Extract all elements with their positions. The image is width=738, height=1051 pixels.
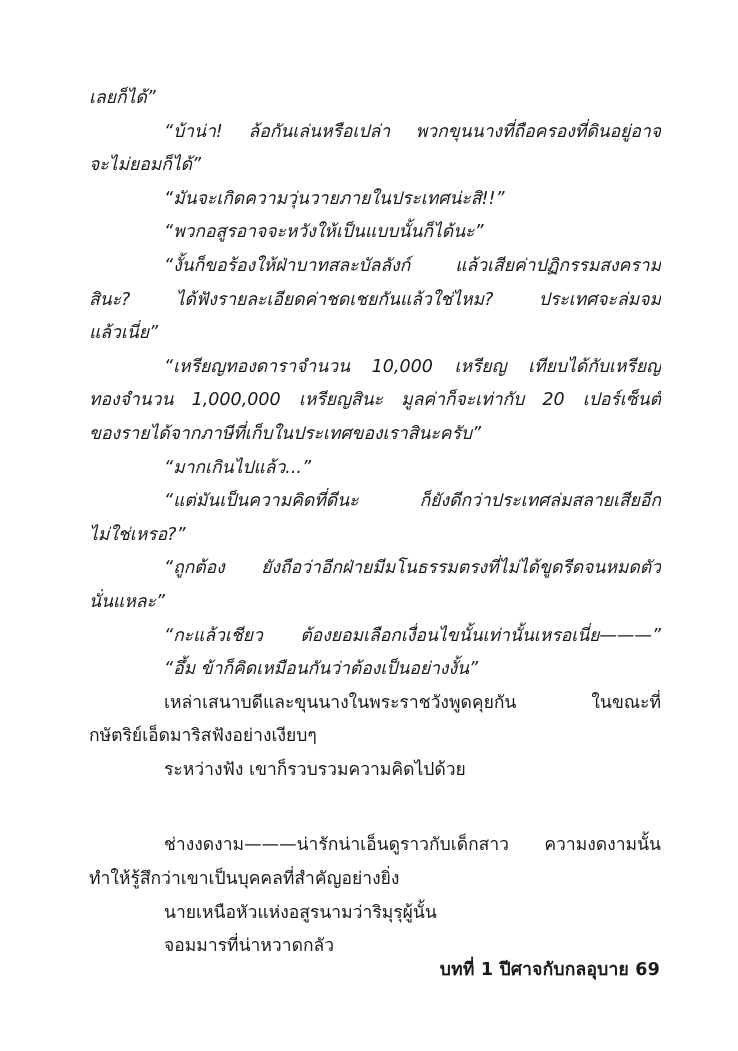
text-line: ช่างงดงาม———น่ารักน่าเอ็นดูราวกับเด็กสาว ความงดงามนั้น bbox=[164, 835, 661, 856]
text-line: กษัตริย์เอ็ดมาริสฟังอย่างเงียบๆ bbox=[89, 726, 317, 747]
text-line: ระหว่างฟัง เขาก็รวบรวมความคิดไปด้วย bbox=[164, 759, 466, 780]
text-line: “ถูกต้อง ยังถือว่าอีกฝ่ายมีมโนธรรมตรงที่ไม่ได้ขูดรีดจนหมดตัว bbox=[164, 558, 661, 579]
text-line: “กะแล้วเชียว ต้องยอมเลือกเงื่อนไขนั้นเท่านั้นเหรอเนี่ย———” bbox=[164, 625, 661, 646]
text-line: “มันจะเกิดความวุ่นวายภายในประเทศน่ะสิ!!” bbox=[164, 188, 505, 209]
text-line: ทองจำนวน 1,000,000 เหรียญสินะ มูลค่าก็จะเท่ากับ 20 เปอร์เซ็นต์ bbox=[89, 390, 661, 411]
text-line: ทำให้รู้สึกว่าเขาเป็นบุคคลที่สำคัญอย่างยิ่ง bbox=[89, 869, 400, 890]
text-line: “มากเกินไปแล้ว...” bbox=[164, 457, 312, 478]
text-line: เหล่าเสนาบดีและขุนนางในพระราชวังพูดคุยกัน ในขณะที่ bbox=[164, 692, 661, 713]
text-line: นายเหนือหัวแห่งอสูรนามว่าริมุรุผู้นั้น bbox=[164, 902, 437, 923]
text-line: เลยก็ได้” bbox=[89, 88, 156, 108]
text-line: สินะ? ได้ฟังรายละเอียดค่าชดเชยกันแล้วใช่ไหม? ประเทศจะล่มจม bbox=[89, 289, 661, 310]
text-line: “งั้นก็ขอร้องให้ฝ่าบาทสละบัลลังก์ แล้วเสียค่าปฏิกรรมสงคราม bbox=[164, 255, 661, 276]
text-line: จะไม่ยอมก็ได้” bbox=[89, 155, 202, 176]
text-line: ของรายได้จากภาษีที่เก็บในประเทศของเราสินะครับ” bbox=[89, 423, 482, 444]
section-break bbox=[89, 787, 661, 829]
text-line: นั่นแหละ” bbox=[89, 591, 165, 612]
text-line: ไม่ใช่เหรอ?” bbox=[89, 524, 186, 545]
text-line: “เหรียญทองดาราจำนวน 10,000 เหรียญ เทียบได้กับเหรียญ bbox=[164, 356, 661, 377]
text-line: จอมมารที่น่าหวาดกลัว bbox=[164, 936, 335, 957]
text-line: “บ้าน่า! ล้อกันเล่นหรือเปล่า พวกขุนนางที่ถือครองที่ดินอยู่อาจ bbox=[164, 121, 661, 142]
text-line: “พวกอสูรอาจจะหวังให้เป็นแบบนั้นก็ได้นะ” bbox=[164, 222, 484, 243]
page-footer: บทที่ 1 ปีศาจกับกลอุบาย 69 bbox=[439, 960, 660, 980]
body-text bbox=[89, 82, 661, 964]
text-line: “แต่มันเป็นความคิดที่ดีนะ ก็ยังดีกว่าประเทศล่มสลายเสียอีก bbox=[164, 491, 661, 512]
text-line: แล้วเนี่ย” bbox=[89, 323, 159, 344]
text-line: “อึ้ม ข้าก็คิดเหมือนกันว่าต้องเป็นอย่างงั้น” bbox=[164, 659, 479, 680]
